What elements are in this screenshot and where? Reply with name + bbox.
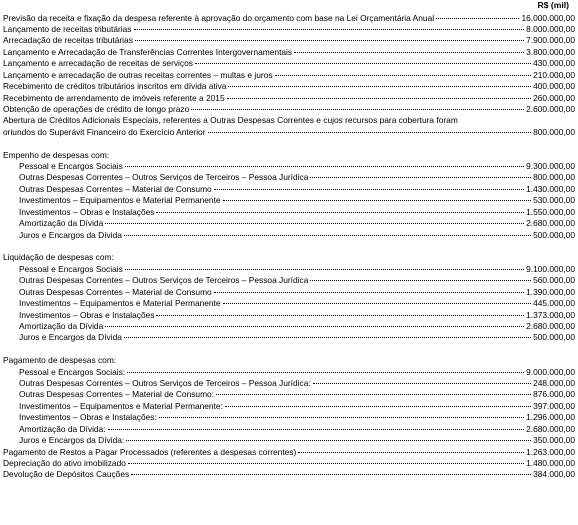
dot-leader [310,177,531,178]
ledger-row-value: 400.000,00 [533,81,575,92]
ledger-row-value: 350.000,00 [533,435,575,446]
dot-leader [310,280,531,281]
ledger-row [3,389,575,400]
ledger-row-value: 210.000,00 [533,69,575,80]
ledger-row-label: Investimentos – Obras e Instalações [19,206,155,217]
dot-leader [216,394,531,395]
ledger-row-label: Arrecadação de receitas tributárias [3,35,133,46]
ledger-row-value: 2.680.000,00 [526,320,575,331]
dot-leader [313,383,531,384]
dot-leader [214,292,524,293]
dot-leader [214,189,524,190]
dot-leader [125,166,524,167]
ledger-row-label: Juros e Encargos da Dívida [19,332,122,343]
ledger-row-value: 1.390.000,00 [526,286,575,297]
ledger-row-value: 500.000,00 [533,229,575,240]
ledger-row [3,161,575,172]
ledger-row-label: Amortização da Dívida: [19,423,106,434]
dot-leader [223,303,532,304]
ledger-row [3,195,575,206]
dot-leader [191,109,524,110]
ledger-row-label: Lançamento de receitas tributárias [3,24,132,35]
dot-leader [156,315,524,316]
dot-leader [128,463,524,464]
ledger-row-label: Devolução de Depósitos Cauções [3,469,130,480]
ledger-row [3,47,575,58]
ledger-row-label: Pessoal e Encargos Sociais [19,161,123,172]
ledger-row [3,35,575,46]
dot-leader [228,86,531,87]
blank-line [3,138,575,149]
dot-leader [225,406,531,407]
ledger-row-value: 7.900.000,00 [526,35,575,46]
ledger-row-value: 876.000,00 [533,389,575,400]
ledger-row-label: Investimentos – Equipamentos e Material Permanente [19,195,221,206]
ledger-row-label: Outras Despesas Correntes – Material de Consumo [19,183,212,194]
ledger-row-label: Pagamento de Restos a Pagar Processados (referentes a despesas correntes) [3,446,297,457]
ledger-row-label: Amortização da Dívida [19,320,104,331]
ledger-row-value: 2.600.000,00 [526,103,575,114]
ledger-row-label: Outras Despesas Correntes – Outros Serviços de Terceiros – Pessoa Jurídica [19,172,309,183]
ledger-row-label: Investimentos – Equipamentos e Material Permanente: [19,400,223,411]
ledger-row-value: 397.000,00 [533,400,575,411]
ledger-row [3,207,575,218]
ledger-row [3,298,575,309]
ledger-row [3,70,575,81]
ledger-row [3,24,575,35]
ledger-row-value: 2.680.000,00 [526,423,575,434]
dot-leader [134,29,525,30]
ledger-row-label: Amortização da Dívida [19,218,104,229]
ledger-row-value: 260.000,00 [533,92,575,103]
blank-line [3,241,575,252]
ledger-row-value: 430.000,00 [533,58,575,69]
currency-unit-label: R$ (mil) [537,0,569,10]
ledger-row-label: Outras Despesas Correntes – Outros Serviços de Terceiros – Pessoa Jurídica: [19,378,311,389]
ledger-row [3,412,575,423]
ledger-row-label: Recebimento de arrendamento de imóveis referente a 2015 [3,92,225,103]
ledger-row [3,230,575,241]
ledger-row [3,287,575,298]
ledger-row [3,218,575,229]
dot-leader [208,132,532,133]
ledger-row [3,275,575,286]
ledger-row [3,172,575,183]
ledger-row-value: 8.000.000,00 [526,24,575,35]
ledger-row-value: 445.000,00 [533,298,575,309]
ledger-row [3,367,575,378]
dot-leader [127,372,524,373]
dot-leader [135,40,524,41]
dot-leader [124,337,531,338]
ledger-row-value: 1.296.000,00 [526,412,575,423]
ledger-row-value: 1.373.000,00 [526,309,575,320]
dot-leader [105,223,524,224]
ledger-row-value: 530.000,00 [533,195,575,206]
section-heading: Pagamento de despesas com: [3,355,117,366]
ledger-row-label: Outras Despesas Correntes – Outros Serviços de Terceiros – Pessoa Jurídica [19,275,309,286]
dot-leader [105,326,524,327]
ledger-row [3,58,575,69]
ledger-row [3,310,575,321]
ledger-row-value: 1.263.000,00 [526,446,575,457]
ledger-row [3,424,575,435]
ledger-row [3,184,575,195]
dot-leader [195,63,531,64]
ledger-row-label: Obtenção de operações de crédito de longo prazo [3,103,190,114]
ledger-row-label: Previsão da receita e fixação da despesa referente à aprovação do orçamento com base na Lei Orçamentária Anual [3,12,435,23]
dot-leader [108,429,525,430]
ledger-row [3,264,575,275]
dot-leader [436,18,519,19]
ledger-row-value: 1.550.000,00 [526,206,575,217]
ledger-row [3,81,575,92]
ledger-row [3,469,575,480]
ledger-row [3,321,575,332]
ledger-row-value: 3.800.000,00 [526,46,575,57]
ledger-row-value: 9.100.000,00 [526,263,575,274]
ledger-row-label: Recebimento de créditos tributários inscritos em dívida ativa [3,81,227,92]
ledger-row-value: 560.000,00 [533,275,575,286]
dot-leader [223,200,532,201]
ledger-row [3,13,575,24]
dot-leader [124,235,531,236]
ledger-row-label: Juros e Encargos da Dívida: [19,435,125,446]
ledger-row [3,447,575,458]
dot-leader [126,440,531,441]
dot-leader [298,452,524,453]
table-header [0,0,575,11]
dot-leader [156,212,524,213]
ledger-row-label: Outras Despesas Correntes – Material de Consumo: [19,389,215,400]
ledger-row [3,104,575,115]
dot-leader [125,269,524,270]
ledger-row-label: Investimentos – Obras e Instalações [19,309,155,320]
dot-leader [275,75,532,76]
section-heading: Liquidação de despesas com: [3,252,114,263]
ledger-row-value: 248.000,00 [533,378,575,389]
ledger-row [3,401,575,412]
ledger-row-label: Lançamento e arrecadação de outras receitas correntes – multas e juros [3,69,273,80]
ledger-row [3,332,575,343]
ledger-row-label: Lançamento e Arrecadação de Transferências Correntes Intergovernamentais [3,46,293,57]
ledger-row-label: Lançamento e arrecadação de receitas de serviços [3,58,193,69]
ledger-row [3,458,575,469]
ledger-row-label: Juros e Encargos da Dívida [19,229,122,240]
ledger-row-label: Pessoal e Encargos Sociais [19,263,123,274]
ledger-row-label: Investimentos – Equipamentos e Material Permanente [19,298,221,309]
ledger-row-value: 1.430.000,00 [526,183,575,194]
ledger-row-value: 16.000.000,00 [521,12,575,23]
ledger-row-value: 384.000,00 [533,469,575,480]
section-heading: Empenho de despesas com: [3,149,110,160]
ledger-row-label: Depreciação do ativo imobilizado [3,457,126,468]
ledger-row-value: 9.300.000,00 [526,161,575,172]
ledger-row [3,435,575,446]
ledger-row-label: oriundos do Superávit Financeiro do Exercício Anterior [3,126,206,137]
blank-line [3,344,575,355]
ledger-row-value: 9.000.000,00 [526,366,575,377]
dot-leader [227,98,531,99]
ledger-row-label: Investimentos – Obras e Instalações: [19,412,157,423]
ledger-row [3,93,575,104]
ledger-row-value: 1.480.000,00 [526,457,575,468]
dot-leader [159,417,524,418]
dot-leader [131,474,531,475]
ledger-row-label: Pessoal e Encargos Sociais: [19,366,126,377]
ledger-row [3,378,575,389]
dot-leader [294,52,524,53]
ledger-row-value: 800.000,00 [533,126,575,137]
ledger-row-value: 800.000,00 [533,172,575,183]
ledger-row [3,127,575,138]
section-heading: Abertura de Créditos Adicionais Especiais, referentes a Outras Despesas Correntes e cujos recursos para cobertura foram [3,115,458,126]
ledger-row-value: 500.000,00 [533,332,575,343]
ledger-row-value: 2.680.000,00 [526,218,575,229]
ledger-row-label: Outras Despesas Correntes – Material de Consumo [19,286,212,297]
